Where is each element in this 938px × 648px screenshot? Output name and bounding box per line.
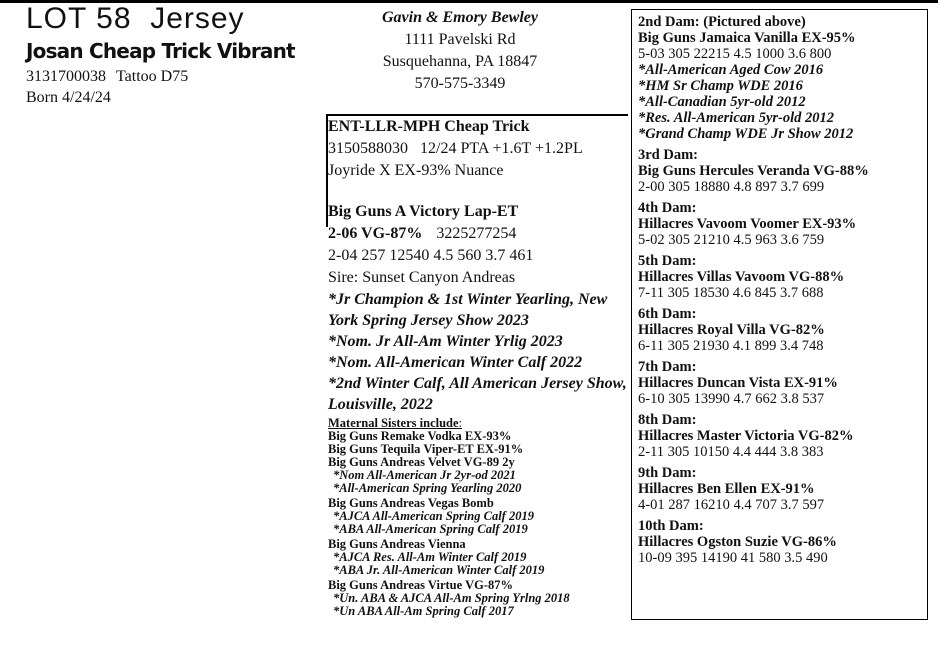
pedigree-label: 5th Dam: — [638, 253, 697, 269]
sire-line1: 3150588030 12/24 PTA +1.6T +1.2PL — [328, 140, 583, 157]
lot-heading — [26, 2, 245, 36]
pedigree-entry-7th-dam — [638, 359, 928, 407]
sister-name: Big Guns Andreas Vienna — [328, 537, 466, 551]
pedigree-name: Hillacres Ben Ellen EX-91% — [638, 481, 815, 497]
pedigree-record: 6-11 305 21930 4.1 899 3.4 748 — [638, 338, 824, 354]
pedigree-label: 4th Dam: — [638, 200, 697, 216]
dam-block — [328, 201, 628, 620]
animal-reg: 3131700038 — [26, 68, 106, 85]
owner-name: Gavin & Emory Bewley — [382, 9, 538, 26]
sire-name: ENT-LLR-MPH Cheap Trick — [328, 118, 530, 135]
animal-tattoo: Tattoo D75 — [116, 68, 189, 85]
sister-group — [328, 538, 628, 577]
animal-reg-line — [26, 66, 198, 88]
sister-honor: *Un. ABA & AJCA All-Am Spring Yrlng 2018 — [333, 591, 570, 605]
pedigree-entry-8th-dam — [638, 412, 928, 460]
sister-name: Big Guns Andreas Velvet VG-89 2y — [328, 455, 515, 469]
pedigree-record: 5-02 305 21210 4.5 963 3.6 759 — [638, 232, 825, 248]
pedigree-label: 8th Dam: — [638, 412, 697, 428]
dam-honor: *Nom. Jr All-Am Winter Yrlig 2023 — [328, 333, 563, 350]
pedigree-record: 5-03 305 22215 4.5 1000 3.6 800 — [638, 46, 832, 62]
pedigree-record: 10-09 395 14190 41 580 3.5 490 — [638, 550, 828, 566]
pedigree-entry-5th-dam — [638, 253, 928, 301]
animal-born: Born 4/24/24 — [26, 89, 111, 106]
pedigree-entry-9th-dam — [638, 465, 928, 513]
pedigree-record: 2-11 305 10150 4.4 444 3.8 383 — [638, 444, 824, 460]
sire-line2: Joyride X EX-93% Nuance — [328, 162, 504, 179]
sister-group — [328, 579, 628, 618]
sister-honor: *AJCA All-American Spring Calf 2019 — [333, 509, 534, 523]
dam-honor: *Jr Champion & 1st Winter Yearling, New York Spring Jersey Show 2023 — [328, 291, 608, 329]
pedigree-record: 4-01 287 16210 4.4 707 3.7 597 — [638, 497, 825, 513]
owner-phone: 570-575-3349 — [414, 75, 506, 92]
dam-name: Big Guns A Victory Lap-ET — [328, 203, 519, 220]
sister-honor: *Nom All-American Jr 2yr-od 2021 — [333, 468, 516, 482]
pedigree-record: 7-11 305 18530 4.6 845 3.7 688 — [638, 285, 824, 301]
pedigree-record: 6-10 305 13990 4.7 662 3.8 537 — [638, 391, 825, 407]
pedigree-label: 9th Dam: — [638, 465, 697, 481]
dam-honor: *Nom. All-American Winter Calf 2022 — [328, 354, 583, 371]
owner-address1: 1111 Pavelski Rd — [404, 31, 516, 48]
pedigree-name: Hillacres Duncan Vista EX-91% — [638, 375, 838, 391]
pedigree-name: Hillacres Vavoom Voomer EX-93% — [638, 216, 857, 232]
pedigree-honor: *All-American Aged Cow 2016 — [638, 62, 824, 78]
pedigree-honor: *HM Sr Champ WDE 2016 — [638, 78, 803, 94]
pedigree-name: Big Guns Hercules Veranda VG-88% — [638, 163, 869, 179]
lot-number: LOT 58 — [26, 2, 132, 35]
sister-name: Big Guns Remake Vodka EX-93% — [328, 429, 512, 443]
pedigree-name: Hillacres Ogston Suzie VG-86% — [638, 534, 837, 550]
pedigree-record: 2-00 305 18880 4.8 897 3.7 699 — [638, 179, 825, 195]
pedigree-name: Big Guns Jamaica Vanilla EX-95% — [638, 30, 856, 46]
pedigree-honor: *Grand Champ WDE Jr Show 2012 — [638, 126, 854, 142]
sister-honor: *All-American Spring Yearling 2020 — [333, 481, 522, 495]
sister-group — [328, 497, 628, 536]
sire-block — [328, 116, 583, 182]
owner-address2: Susquehanna, PA 18847 — [382, 53, 538, 70]
sister-name: Big Guns Andreas Virtue VG-87% — [328, 578, 513, 592]
pedigree-list — [638, 14, 928, 571]
animal-name: Josan Cheap Trick Vibrant — [26, 39, 295, 63]
lot-breed: Jersey — [150, 2, 245, 35]
pedigree-name: Hillacres Villas Vavoom VG-88% — [638, 269, 845, 285]
sister-honor: *ABA Jr. All-American Winter Calf 2019 — [333, 563, 545, 577]
dam-sire: Sire: Sunset Canyon Andreas — [328, 269, 516, 286]
pedigree-honor: *All-Canadian 5yr-old 2012 — [638, 94, 806, 110]
dam-record: 2-04 257 12540 4.5 560 3.7 461 — [328, 247, 534, 264]
pedigree-entry-6th-dam — [638, 306, 928, 354]
pedigree-entry-4th-dam — [638, 200, 928, 248]
pedigree-honor: *Res. All-American 5yr-old 2012 — [638, 110, 835, 126]
sister-honor: *AJCA Res. All-Am Winter Calf 2019 — [333, 550, 527, 564]
pedigree-label: 10th Dam: — [638, 518, 704, 534]
sister-honor: *ABA All-American Spring Calf 2019 — [333, 522, 528, 536]
pedigree-entry-3rd-dam — [638, 147, 928, 195]
sisters-header-colon: : — [458, 416, 463, 430]
pedigree-label: 2nd Dam: (Pictured above) — [638, 14, 806, 30]
pedigree-entry-10th-dam — [638, 518, 928, 566]
dam-reg: 3225277254 — [436, 225, 517, 242]
sisters-header-text: Maternal Sisters include — [328, 416, 459, 430]
owner-block — [340, 7, 580, 95]
dam-score: 2-06 VG-87% — [328, 225, 423, 242]
pedigree-label: 7th Dam: — [638, 359, 697, 375]
sister-name: Big Guns Andreas Vegas Bomb — [328, 496, 494, 510]
sister-honor: *Un ABA All-Am Spring Calf 2017 — [333, 604, 514, 618]
dam-honor: *2nd Winter Calf, All American Jersey Show, Louisville, 2022 — [328, 375, 627, 413]
pedigree-entry-2nd-dam — [638, 14, 928, 142]
pedigree-label: 3rd Dam: — [638, 147, 699, 163]
dam-score-line — [328, 223, 628, 245]
pedigree-name: Hillacres Master Victoria VG-82% — [638, 428, 854, 444]
pedigree-name: Hillacres Royal Villa VG-82% — [638, 322, 825, 338]
sisters-list — [328, 430, 628, 618]
sister-name: Big Guns Tequila Viper-ET EX-91% — [328, 442, 524, 456]
pedigree-label: 6th Dam: — [638, 306, 697, 322]
sister-group — [328, 430, 628, 495]
